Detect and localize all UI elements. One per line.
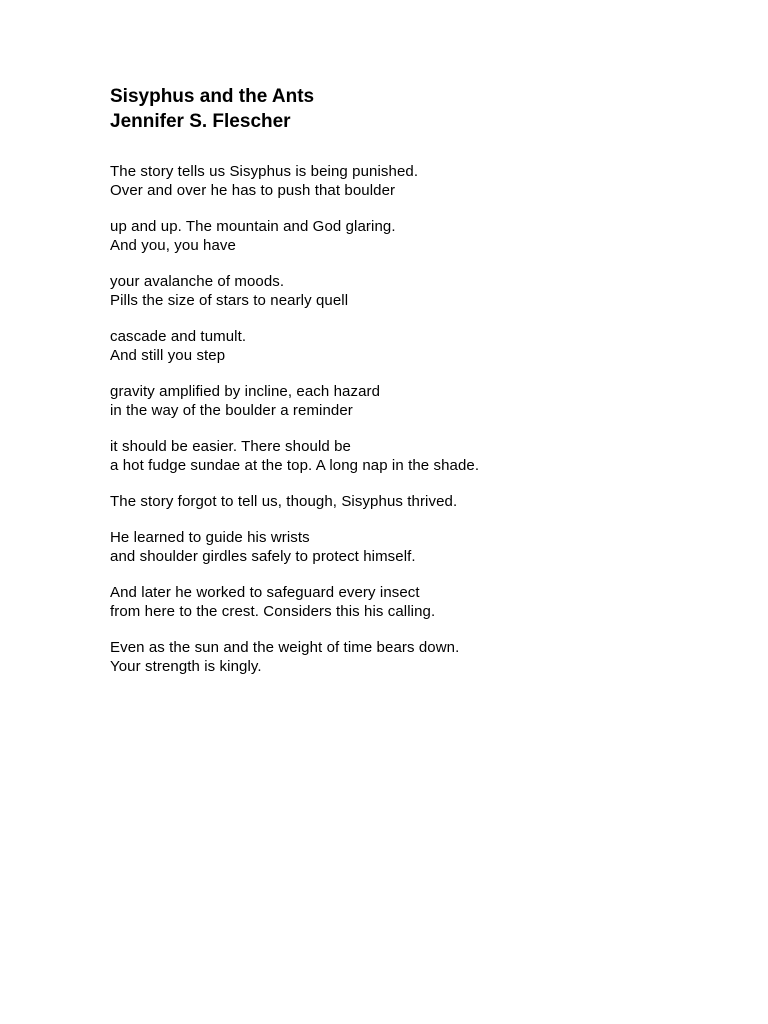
poem-line: your avalanche of moods. — [110, 273, 285, 290]
poem — [110, 84, 710, 693]
poem-line: a hot fudge sundae at the top. A long nap in the shade. — [110, 457, 480, 474]
stanza — [110, 327, 710, 365]
stanza — [110, 583, 710, 621]
poem-line: gravity amplified by incline, each hazard — [110, 383, 381, 400]
poem-line: cascade and tumult. — [110, 328, 247, 345]
poem-body — [110, 162, 710, 676]
poem-line: Even as the sun and the weight of time bears down. — [110, 639, 460, 656]
stanza — [110, 437, 710, 475]
poem-line: The story forgot to tell us, though, Sisyphus thrived. — [110, 493, 458, 510]
poem-line: in the way of the boulder a reminder — [110, 402, 353, 419]
poem-line: up and up. The mountain and God glaring. — [110, 218, 396, 235]
poem-line: Pills the size of stars to nearly quell — [110, 292, 349, 309]
poem-line: And later he worked to safeguard every insect — [110, 584, 420, 601]
poem-line: it should be easier. There should be — [110, 438, 351, 455]
poem-line: He learned to guide his wrists — [110, 529, 310, 546]
stanza — [110, 638, 710, 676]
poem-line: Your strength is kingly. — [110, 658, 262, 675]
poem-line: Over and over he has to push that boulder — [110, 182, 396, 199]
stanza — [110, 272, 710, 310]
poem-line: And still you step — [110, 347, 226, 364]
stanza — [110, 217, 710, 255]
poem-line: The story tells us Sisyphus is being punished. — [110, 163, 419, 180]
poem-title: Sisyphus and the Ants — [110, 86, 315, 107]
stanza — [110, 382, 710, 420]
poem-line: from here to the crest. Considers this his calling. — [110, 603, 436, 620]
stanza — [110, 492, 710, 511]
poem-author: Jennifer S. Flescher — [110, 111, 291, 132]
poem-line: and shoulder girdles safely to protect himself. — [110, 548, 416, 565]
stanza — [110, 528, 710, 566]
stanza — [110, 162, 710, 200]
poem-line: And you, you have — [110, 237, 236, 254]
